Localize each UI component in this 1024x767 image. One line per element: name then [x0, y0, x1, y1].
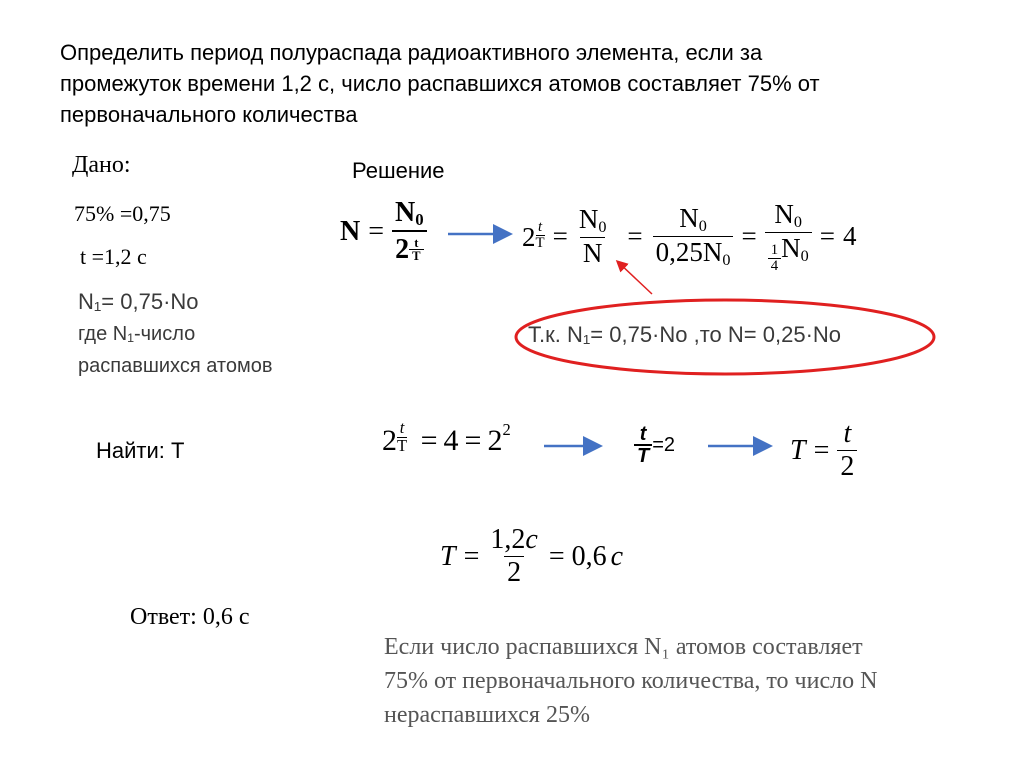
formula-T-equals: T = $\frac{t}{2}$ — [790, 418, 857, 483]
formula-ratio-chain: 2 $\frac{t}{T}$ = $\frac{N_0}{N}$ = $\frac{N_0}{0,25N_0}$ = $N_0$ $\frac{1}{4}$ $N_0$ = 4 — [522, 199, 857, 274]
given-n1-desc-2: распавшихся атомов — [78, 355, 273, 377]
answer-label: Ответ: 0,6 с — [130, 604, 250, 630]
solution-title: Решение — [352, 158, 445, 183]
explanation — [384, 630, 877, 732]
find-label: Найти: T — [96, 438, 185, 463]
formula-t-over-T: $\frac{t}{T}$ =2 — [634, 424, 675, 466]
given-n1-formula: N₁= 0,75·Nо — [78, 289, 199, 314]
given-percent: 75% =0,75 — [74, 201, 171, 226]
solution-note: Т.к. N₁= 0,75·Nо ,то N= 0,25·Nо — [528, 322, 842, 347]
problem-line-3: первоначального количества — [60, 102, 358, 127]
explanation-line-3: нераспавшихся 25% — [384, 702, 590, 728]
formula-final-calc: T = $\frac{1,2c}{2}$ = 0,6 c — [440, 524, 624, 589]
formula-t-over-T-result: =2 — [652, 433, 676, 456]
problem-line-2: промежуток времени 1,2 с, число распавшихся атомов составляет 75% от — [60, 71, 820, 96]
given-title: Дано: — [72, 152, 131, 178]
given-time: t =1,2 с — [80, 244, 147, 269]
given-n1-desc-1: где N₁-число — [78, 323, 196, 345]
formula-power-eq: 2 $\frac{t}{T}$ = $4 = 2^2$ — [382, 418, 511, 457]
arrow-red-icon — [618, 262, 652, 294]
explanation-line-1: Если число распавшихся N₁ атомов составляет — [384, 634, 863, 660]
calc-numerator: 1,2 — [490, 524, 526, 555]
calc-result: = 0,6 — [548, 540, 607, 572]
formula-decay-law: N = $N_0$ 2 $\frac{t}{T}$ — [340, 197, 427, 266]
explanation-line-2: 75% от первоначального количества, то число N — [384, 668, 878, 694]
problem-line-1: Определить период полураспада радиоактивного элемента, если за — [60, 40, 763, 65]
